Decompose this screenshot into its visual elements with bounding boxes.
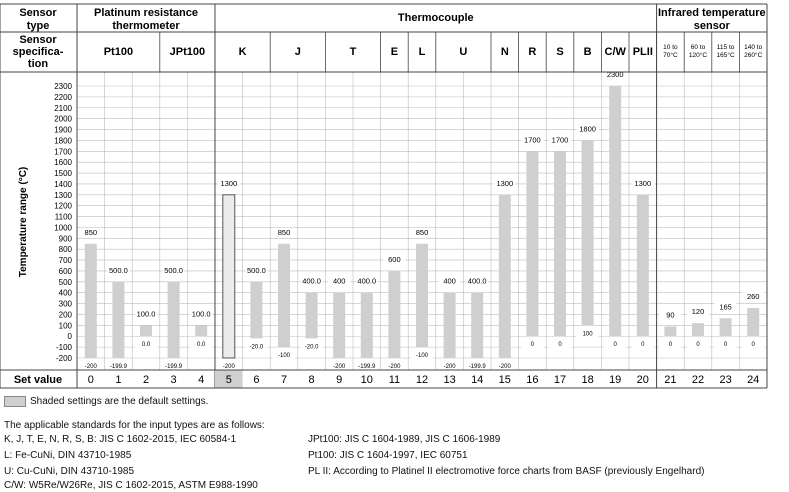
y-tick-label: -100	[55, 343, 72, 353]
y-tick-label: 300	[58, 299, 72, 309]
high-value-label: 400.0	[357, 276, 377, 286]
high-value-label: 100.0	[191, 309, 211, 319]
low-value-label: -20.0	[304, 344, 319, 351]
y-tick-label: 1800	[54, 136, 72, 146]
y-tick-label: 100	[58, 321, 72, 331]
range-bar	[140, 325, 152, 336]
spec-label: C/W	[604, 46, 626, 58]
set-value: 11	[388, 374, 401, 386]
set-value: 6	[253, 374, 260, 386]
sensor-spec-label: Sensor	[19, 34, 57, 46]
low-value-label: 0	[558, 342, 562, 349]
range-bar	[306, 293, 318, 339]
y-tick-label: 0	[67, 332, 72, 342]
y-tick-label: 1400	[54, 179, 72, 189]
set-value: 0	[87, 374, 94, 386]
low-value-label: -199.9	[358, 363, 376, 370]
high-value-label: 1300	[496, 178, 514, 188]
shaded-swatch	[4, 396, 26, 407]
range-bar	[223, 195, 235, 358]
low-value-label: -199.9	[165, 363, 183, 370]
y-tick-label: 2000	[54, 114, 72, 124]
high-value-label: 260	[746, 291, 760, 301]
high-value-label: 600	[388, 254, 401, 264]
set-value-label: Set value	[13, 374, 63, 386]
y-tick-label: 600	[58, 266, 72, 276]
spec-label: PLII	[632, 46, 653, 58]
high-value-label: 120	[691, 307, 705, 317]
spec-label: 140 to	[744, 44, 763, 51]
spec-label: 115 to	[716, 44, 735, 51]
high-value-label: 400.0	[467, 276, 487, 286]
low-value-label: 0.0	[141, 342, 151, 349]
standard-line: K, J, T, E, N, R, S, B: JIS C 1602-2015, IEC 60584-1	[4, 434, 237, 445]
set-value: 12	[415, 374, 429, 386]
range-bar	[112, 282, 124, 358]
standard-line: U: Cu-CuNi, DIN 43710-1985	[4, 466, 135, 477]
set-value: 18	[581, 374, 594, 386]
high-value-label: 100.0	[136, 309, 156, 319]
y-tick-label: 2300	[54, 82, 72, 91]
y-tick-label: 2100	[54, 103, 72, 113]
range-bar	[388, 271, 400, 358]
standard-line: PL II: According to Platinel II electromotive force charts from BASF (previously Engelhard)	[308, 466, 705, 477]
high-value-label: 2300	[606, 70, 624, 79]
y-tick-label: 1900	[54, 125, 72, 135]
y-tick-label: 1500	[54, 169, 72, 179]
y-tick-label: 400	[58, 288, 72, 298]
set-value: 19	[609, 374, 622, 386]
y-tick-label: 900	[58, 234, 72, 244]
spec-label: 10 to	[663, 44, 678, 51]
low-value-label: -199.9	[468, 363, 486, 370]
low-value-label: -200	[443, 364, 456, 370]
range-bar	[664, 326, 676, 336]
set-value: 5	[225, 374, 232, 386]
range-bar	[361, 293, 373, 358]
low-value-label: 0	[613, 342, 617, 349]
low-value-label: 0	[530, 342, 535, 349]
range-bar	[692, 323, 704, 336]
set-value: 9	[336, 374, 343, 386]
notes	[0, 392, 789, 492]
y-tick-label: 800	[58, 245, 72, 255]
set-value: 22	[691, 374, 705, 386]
spec-label: J	[294, 46, 301, 58]
spec-label: S	[556, 46, 564, 58]
high-value-label: 400.0	[302, 276, 321, 286]
y-tick-label: 1100	[54, 212, 72, 222]
set-value: 4	[198, 374, 205, 386]
group-header: thermometer	[112, 20, 180, 32]
high-value-label: 500.0	[109, 265, 128, 275]
y-tick-label: 200	[58, 310, 72, 320]
range-bar	[333, 293, 345, 358]
low-value-label: -200	[498, 364, 511, 370]
spec-label: 165°C	[716, 52, 735, 59]
high-value-label: 1800	[579, 124, 596, 134]
low-value-label: -20.0	[249, 344, 264, 351]
range-bar	[278, 244, 290, 347]
low-value-label: -199.9	[109, 363, 127, 370]
range-bar	[250, 282, 262, 339]
low-value-label: -100	[415, 353, 429, 360]
group-header: Infrared temperature	[658, 7, 766, 19]
y-tick-label: 1600	[54, 158, 72, 168]
y-tick-label: -200	[55, 354, 72, 363]
set-value: 1	[115, 374, 122, 386]
sensor-spec-label: tion	[27, 58, 49, 70]
low-value-label: 0	[696, 342, 700, 349]
high-value-label: 850	[415, 227, 429, 237]
y-tick-label: 500	[58, 277, 72, 287]
sensor-type-label: type	[26, 20, 50, 32]
sensor-spec-label: specifica-	[12, 46, 64, 58]
low-value-label: -200	[222, 364, 235, 370]
high-value-label: 1700	[524, 135, 541, 145]
y-axis-title: Temperature range (°C)	[18, 166, 29, 278]
default-legend	[4, 396, 208, 407]
set-value: 10	[360, 374, 373, 386]
standard-line: L: Fe-CuNi, DIN 43710-1985	[4, 450, 132, 461]
set-value: 17	[553, 374, 567, 386]
low-value-label: 100	[582, 331, 593, 338]
standard-line: C/W: W5Re/W26Re, JIS C 1602-2015, ASTM E988-1990	[4, 480, 258, 491]
high-value-label: 1700	[551, 135, 569, 145]
range-bar	[554, 151, 566, 336]
range-bar	[526, 151, 538, 336]
group-header: Thermocouple	[397, 12, 474, 24]
low-value-label: -200	[84, 364, 97, 370]
standards-intro: The applicable standards for the input types are as follows:	[4, 420, 265, 431]
set-value: 20	[636, 374, 649, 386]
high-value-label: 400	[443, 276, 456, 286]
group-header: sensor	[693, 20, 730, 32]
spec-label: B	[583, 46, 592, 58]
spec-label: E	[390, 46, 399, 58]
range-bar	[609, 86, 621, 336]
set-value: 14	[471, 374, 484, 386]
set-value: 13	[443, 374, 456, 386]
low-value-label: -100	[277, 353, 291, 360]
set-value: 16	[526, 374, 539, 386]
default-legend-text: Shaded settings are the default settings.	[30, 396, 209, 407]
set-value: 21	[664, 374, 677, 386]
range-bar	[720, 318, 732, 336]
standard-line: JPt100: JIS C 1604-1989, JIS C 1606-1989	[308, 434, 501, 445]
set-value: 3	[170, 374, 177, 386]
set-value: 23	[719, 374, 732, 386]
y-tick-label: 1200	[54, 201, 72, 211]
set-value: 15	[498, 374, 511, 386]
range-bar	[582, 140, 594, 325]
y-tick-label: 1300	[54, 190, 72, 200]
range-bar	[195, 325, 207, 336]
low-value-label: 0	[723, 342, 728, 349]
spec-label: R	[528, 46, 537, 58]
high-value-label: 400	[332, 276, 346, 286]
high-value-label: 850	[277, 227, 291, 237]
range-bar	[444, 293, 456, 358]
low-value-label: 0	[751, 342, 755, 349]
high-value-label: 850	[84, 227, 98, 237]
y-tick-label: 1700	[54, 147, 72, 157]
spec-label: 120°C	[688, 52, 708, 59]
set-value: 8	[308, 374, 315, 386]
low-value-label: -200	[388, 364, 401, 370]
y-tick-label: 700	[58, 256, 72, 266]
range-bar	[168, 282, 180, 358]
high-value-label: 165	[719, 302, 732, 312]
spec-label: 260°C	[744, 52, 763, 59]
group-header: Platinum resistance	[94, 7, 198, 19]
range-bar	[747, 308, 759, 336]
low-value-label: 0.0	[197, 342, 206, 349]
low-value-label: 0	[641, 342, 645, 349]
range-bar	[471, 293, 483, 358]
high-value-label: 500.0	[164, 265, 183, 275]
low-value-label: -200	[333, 364, 346, 370]
standard-line: Pt100: JIS C 1604-1997, IEC 60751	[308, 450, 468, 461]
spec-label: JPt100	[169, 46, 206, 58]
sensor-type-label: Sensor	[19, 7, 57, 19]
y-tick-label: 2200	[54, 92, 72, 102]
y-tick-label: 1000	[54, 223, 72, 233]
range-bar	[637, 195, 649, 336]
set-value: 24	[747, 374, 760, 386]
spec-label: T	[349, 46, 357, 58]
spec-label: 60 to	[690, 44, 706, 51]
high-value-label: 500.0	[247, 265, 266, 275]
spec-label: N	[500, 46, 509, 58]
spec-label: U	[459, 46, 468, 58]
high-value-label: 90	[666, 310, 675, 320]
high-value-label: 1300	[220, 178, 238, 188]
set-value: 2	[142, 374, 150, 386]
high-value-label: 1300	[634, 178, 652, 188]
range-bar	[499, 195, 511, 358]
set-value: 7	[280, 374, 288, 386]
spec-label: Pt100	[103, 46, 134, 58]
spec-label: L	[418, 46, 426, 58]
spec-label: 70°C	[663, 52, 678, 59]
spec-label: K	[238, 46, 247, 58]
low-value-label: 0	[668, 342, 673, 349]
range-bar	[85, 244, 97, 358]
range-bar	[416, 244, 428, 347]
